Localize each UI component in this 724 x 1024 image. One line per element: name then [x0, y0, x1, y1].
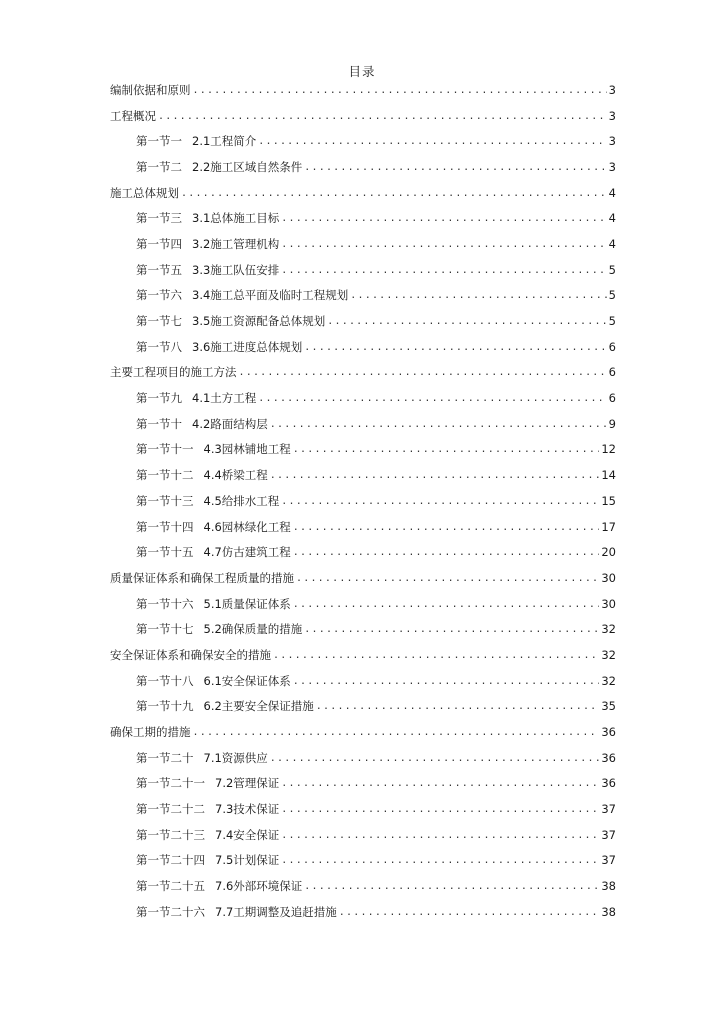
- toc-section-number: 第一节九: [136, 391, 182, 406]
- toc-entry-text: 4.7仿古建筑工程: [203, 545, 291, 560]
- toc-section-entry[interactable]: [0, 411, 724, 437]
- toc-page-number: 37: [601, 802, 616, 817]
- toc-entry-text: 质量保证体系和确保工程质量的措施: [110, 570, 294, 585]
- toc-section-entry[interactable]: [0, 848, 724, 874]
- dot-leader: [281, 262, 616, 279]
- toc-chapter-entry[interactable]: [0, 719, 724, 745]
- toc-entry-text: 7.1资源供应: [203, 750, 268, 765]
- dot-leader: [270, 750, 616, 767]
- toc-entry-text: 4.3园林铺地工程: [203, 442, 291, 457]
- toc-section-entry[interactable]: [0, 334, 724, 360]
- toc-section-entry[interactable]: [0, 205, 724, 231]
- toc-page-number: 17: [601, 519, 616, 534]
- toc-page-number: 6: [608, 365, 616, 380]
- toc-page-number: 3: [608, 159, 616, 174]
- toc-page-number: 36: [601, 725, 616, 740]
- dot-leader: [296, 570, 616, 587]
- toc-section-entry[interactable]: [0, 462, 724, 488]
- toc-section-number: 第一节七: [136, 314, 182, 329]
- toc-page-number: 3: [608, 82, 616, 97]
- toc-section-entry[interactable]: [0, 437, 724, 463]
- toc-section-number: 第一节三: [136, 211, 182, 226]
- dot-leader: [327, 316, 614, 330]
- dot-leader: [293, 547, 614, 561]
- toc-chapter-entry[interactable]: [0, 103, 724, 129]
- toc-entry-text: 安全保证体系和确保安全的措施: [110, 647, 271, 662]
- toc-section-number: 第一节四: [136, 236, 182, 251]
- dot-leader: [281, 236, 616, 253]
- toc-section-entry[interactable]: [0, 796, 724, 822]
- dot-leader: [239, 367, 615, 381]
- toc-entry-text: 主要工程项目的施工方法: [110, 365, 237, 380]
- toc-section-entry[interactable]: [0, 514, 724, 540]
- toc-section-number: 第一节十五: [136, 545, 194, 560]
- toc-page-number: 36: [601, 750, 616, 765]
- dot-leader: [293, 519, 616, 536]
- dot-leader: [293, 444, 614, 458]
- dot-leader: [181, 185, 616, 202]
- toc-page-number: 4: [608, 236, 616, 251]
- toc-chapter-entry[interactable]: [0, 642, 724, 668]
- toc-section-number: 第一节二十一: [136, 776, 205, 791]
- toc-entry-text: 7.2管理保证: [215, 776, 280, 791]
- dot-leader: [281, 855, 614, 869]
- toc-section-number: 第一节十八: [136, 673, 194, 688]
- toc-section-entry[interactable]: [0, 128, 724, 154]
- toc-section-entry[interactable]: [0, 771, 724, 797]
- dot-leader: [193, 82, 616, 99]
- dot-leader: [270, 470, 614, 484]
- dot-leader: [281, 213, 614, 227]
- toc-section-number: 第一节八: [136, 339, 182, 354]
- toc-title: 目录: [348, 64, 376, 79]
- toc-section-entry[interactable]: [0, 231, 724, 257]
- toc-page-number: 5: [608, 262, 616, 277]
- toc-section-entry[interactable]: [0, 899, 724, 925]
- dot-leader: [304, 159, 616, 176]
- toc-entry-text: 6.1安全保证体系: [203, 673, 291, 688]
- dot-leader: [258, 136, 614, 150]
- toc-page-number: 38: [601, 904, 616, 919]
- toc-section-entry[interactable]: [0, 308, 724, 334]
- toc-section-entry[interactable]: [0, 873, 724, 899]
- toc-page-number: 12: [601, 442, 616, 457]
- toc-section-number: 第一节二十二: [136, 802, 205, 817]
- toc-entry-text: 7.4安全保证: [215, 827, 280, 842]
- toc-entry-text: 7.3技术保证: [215, 802, 280, 817]
- toc-chapter-entry[interactable]: [0, 180, 724, 206]
- toc-section-number: 第一节二十三: [136, 827, 205, 842]
- dot-leader: [304, 624, 614, 638]
- toc-page-number: 35: [601, 699, 616, 714]
- toc-entry-text: 5.1质量保证体系: [203, 596, 291, 611]
- toc-section-entry[interactable]: [0, 154, 724, 180]
- dot-leader: [293, 673, 616, 690]
- toc-page-number: 32: [601, 647, 616, 662]
- toc-section-number: 第一节二十四: [136, 853, 205, 868]
- toc-entry-text: 3.2施工管理机构: [192, 236, 280, 251]
- toc-section-entry[interactable]: [0, 616, 724, 642]
- toc-section-entry[interactable]: [0, 591, 724, 617]
- toc-page-number: 3: [608, 134, 616, 149]
- dot-leader: [304, 339, 616, 356]
- toc-section-number: 第一节一: [136, 134, 182, 149]
- toc-entry-text: 工程概况: [110, 108, 156, 123]
- toc-entry-text: 4.6园林绿化工程: [203, 519, 291, 534]
- toc-entry-text: 3.4施工总平面及临时工程规划: [192, 288, 349, 303]
- toc-page-number: 3: [608, 108, 616, 123]
- toc-entry-text: 4.1土方工程: [192, 391, 257, 406]
- toc-entry-text: 7.7工期调整及追赶措施: [215, 904, 337, 919]
- toc-entry-text: 6.2主要安全保证措施: [203, 699, 314, 714]
- toc-page-number: 14: [601, 468, 616, 483]
- toc-section-entry[interactable]: [0, 822, 724, 848]
- toc-entry-text: 4.5给排水工程: [203, 493, 280, 508]
- toc-page-number: 9: [608, 416, 616, 431]
- toc-section-number: 第一节十四: [136, 519, 194, 534]
- dot-leader: [273, 647, 616, 664]
- dot-leader: [304, 881, 614, 895]
- toc-page-number: 30: [601, 596, 616, 611]
- toc-section-number: 第一节十七: [136, 622, 194, 637]
- toc-entry-text: 3.3施工队伍安排: [192, 262, 280, 277]
- toc-section-number: 第一节二: [136, 159, 182, 174]
- toc-section-entry[interactable]: [0, 283, 724, 309]
- toc-page-number: 6: [608, 391, 616, 406]
- toc-section-entry[interactable]: [0, 745, 724, 771]
- toc-page-number: 4: [608, 211, 616, 226]
- toc-section-entry[interactable]: [0, 257, 724, 283]
- dot-leader: [350, 290, 614, 304]
- toc-section-entry[interactable]: [0, 539, 724, 565]
- dot-leader: [281, 778, 614, 792]
- toc-entry-text: 2.2施工区域自然条件: [192, 159, 303, 174]
- toc-entry-text: 7.6外部环境保证: [215, 879, 303, 894]
- toc-section-number: 第一节二十六: [136, 904, 205, 919]
- toc-entry-text: 编制依据和原则: [110, 82, 191, 97]
- toc-entry-text: 确保工期的措施: [110, 725, 191, 740]
- toc-page-number: 5: [608, 288, 616, 303]
- toc-section-number: 第一节十六: [136, 596, 194, 611]
- toc-entry-text: 4.4桥梁工程: [203, 468, 268, 483]
- toc-page-number: 6: [608, 339, 616, 354]
- toc-page-number: 37: [601, 827, 616, 842]
- toc-section-number: 第一节二十: [136, 750, 194, 765]
- toc-entry-text: 7.5计划保证: [215, 853, 280, 868]
- toc-chapter-entry[interactable]: [0, 565, 724, 591]
- dot-leader: [339, 904, 616, 921]
- toc-chapter-entry[interactable]: [0, 360, 724, 386]
- toc-section-entry[interactable]: [0, 385, 724, 411]
- toc-page-number: 37: [601, 853, 616, 868]
- dot-leader: [158, 108, 616, 125]
- dot-leader: [293, 596, 616, 613]
- toc-page-number: 32: [601, 673, 616, 688]
- toc-section-entry[interactable]: [0, 488, 724, 514]
- toc-page-number: 30: [601, 570, 616, 585]
- toc-section-number: 第一节十一: [136, 442, 194, 457]
- toc-entry-text: 5.2确保质量的措施: [203, 622, 303, 637]
- toc-section-number: 第一节十: [136, 416, 182, 431]
- dot-leader: [270, 416, 616, 433]
- toc-section-number: 第一节二十五: [136, 879, 205, 894]
- toc-section-number: 第一节十三: [136, 493, 194, 508]
- toc-entry-text: 3.6施工进度总体规划: [192, 339, 303, 354]
- toc-entry-text: 4.2路面结构层: [192, 416, 268, 431]
- toc-section-entry[interactable]: [0, 668, 724, 694]
- dot-leader: [281, 493, 616, 510]
- dot-leader: [193, 727, 615, 741]
- toc-page-number: 20: [601, 545, 616, 560]
- toc-page-number: 36: [601, 776, 616, 791]
- toc-entry-text: 施工总体规划: [110, 185, 179, 200]
- toc-section-number: 第一节十二: [136, 468, 194, 483]
- toc-page-number: 4: [608, 185, 616, 200]
- table-of-contents: [0, 77, 724, 925]
- dot-leader: [316, 701, 614, 715]
- toc-entry-text: 3.5施工资源配备总体规划: [192, 314, 326, 329]
- toc-page-number: 5: [608, 314, 616, 329]
- dot-leader: [281, 804, 614, 818]
- toc-entry-text: 2.1工程简介: [192, 134, 257, 149]
- toc-section-number: 第一节十九: [136, 699, 194, 714]
- toc-section-entry[interactable]: [0, 694, 724, 720]
- toc-section-number: 第一节五: [136, 262, 182, 277]
- toc-page-number: 15: [601, 493, 616, 508]
- toc-section-number: 第一节六: [136, 288, 182, 303]
- toc-entry-text: 3.1总体施工目标: [192, 211, 280, 226]
- dot-leader: [258, 393, 614, 407]
- toc-chapter-entry[interactable]: [0, 77, 724, 103]
- toc-page-number: 32: [601, 622, 616, 637]
- dot-leader: [281, 827, 616, 844]
- toc-page-number: 38: [601, 879, 616, 894]
